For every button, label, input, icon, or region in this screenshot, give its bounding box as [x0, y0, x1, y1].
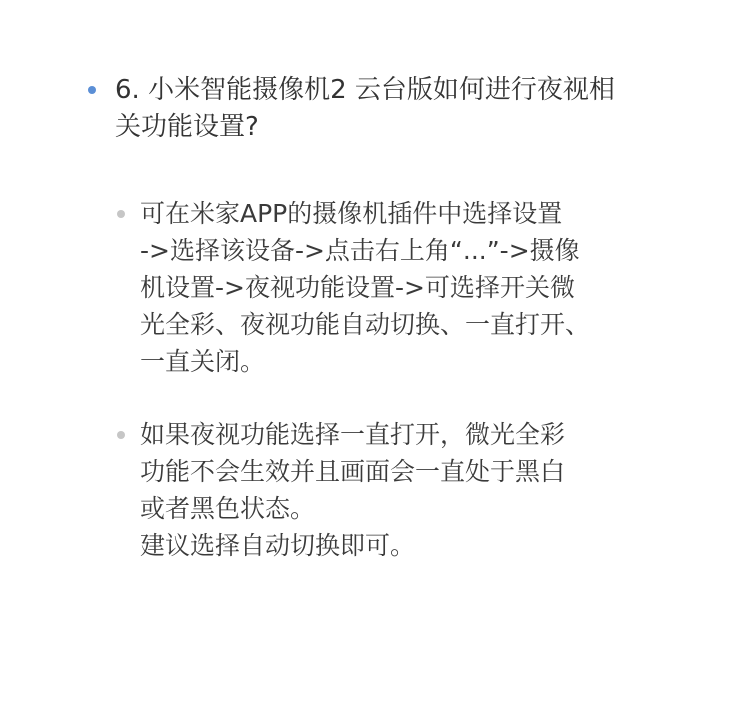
answer-item [117, 416, 647, 564]
answer-bullet-icon [117, 431, 125, 439]
answer-bullet-icon [117, 210, 125, 218]
answer-text: 如果夜视功能选择一直打开，微光全彩 功能不会生效并且画面会一直处于黑白 或者黑色状态。 建议选择自动切换即可。 [140, 420, 566, 560]
answer-text: 可在米家APP的摄像机插件中选择设置 ->选择该设备->点击右上角“...”->摄像 机设置->夜视功能设置->可选择开关微 光全彩、夜视功能自动切换、一直打开、 一直关闭。 [140, 199, 591, 376]
faq-question [88, 72, 648, 146]
question-bullet-icon [88, 86, 96, 94]
faq-answers [117, 195, 647, 600]
question-text: 6. 小米智能摄像机2 云台版如何进行夜视相 关功能设置? [115, 75, 615, 142]
answer-item [117, 195, 647, 380]
